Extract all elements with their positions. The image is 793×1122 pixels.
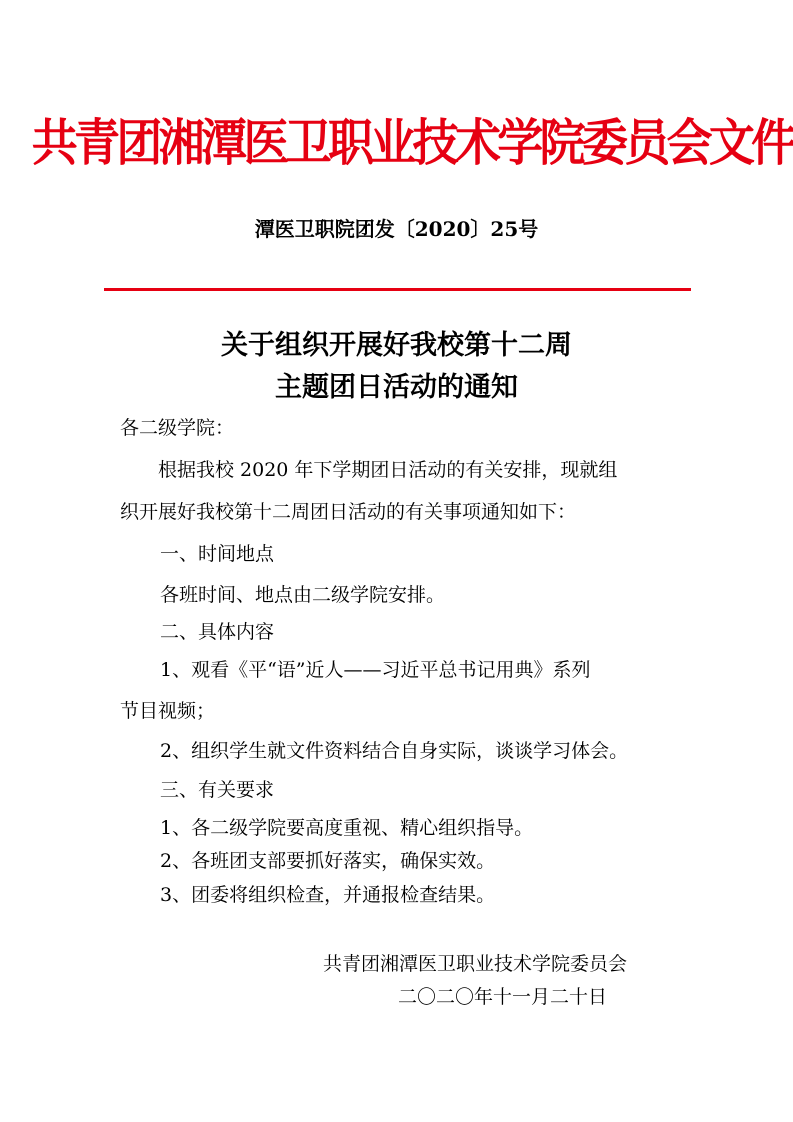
signature-date: 二〇二〇年十一月二十日 xyxy=(398,986,608,1008)
section-heading-time-place: 一、时间地点 xyxy=(160,543,275,565)
signature-organization: 共青团湘潭医卫职业技术学院委员会 xyxy=(323,953,628,975)
section-heading-content: 二、具体内容 xyxy=(160,621,275,643)
section-2-line-1: 1、观看《平“语”近人——习近平总书记用典》系列 xyxy=(160,659,591,681)
section-1-line-1: 各班时间、地点由二级学院安排。 xyxy=(160,584,446,606)
section-heading-requirements: 三、有关要求 xyxy=(160,779,275,801)
notice-title-line-2: 主题团日活动的通知 xyxy=(275,372,518,403)
section-2-line-2: 节目视频； xyxy=(120,700,216,722)
section-3-line-3: 3、团委将组织检查，并通报检查结果。 xyxy=(160,884,496,906)
section-3-line-1: 1、各二级学院要高度重视、精心组织指导。 xyxy=(160,817,534,839)
document-header-title: 共青团湘潭医卫职业技术学院委员会文件 xyxy=(31,114,793,172)
document-number: 潭医卫职院团发〔2020〕25号 xyxy=(254,217,539,241)
salutation: 各二级学院： xyxy=(120,417,235,439)
notice-title-line-1: 关于组织开展好我校第十二周 xyxy=(221,330,572,361)
header-red-rule xyxy=(104,288,691,291)
intro-paragraph-line-2: 织开展好我校第十二周团日活动的有关事项通知如下： xyxy=(120,501,577,523)
section-3-line-2: 2、各班团支部要抓好落实，确保实效。 xyxy=(160,850,496,872)
intro-paragraph-line-1: 根据我校 2020 年下学期团日活动的有关安排，现就组 xyxy=(158,459,618,481)
section-2-line-3: 2、组织学生就文件资料结合自身实际，谈谈学习体会。 xyxy=(160,740,629,762)
